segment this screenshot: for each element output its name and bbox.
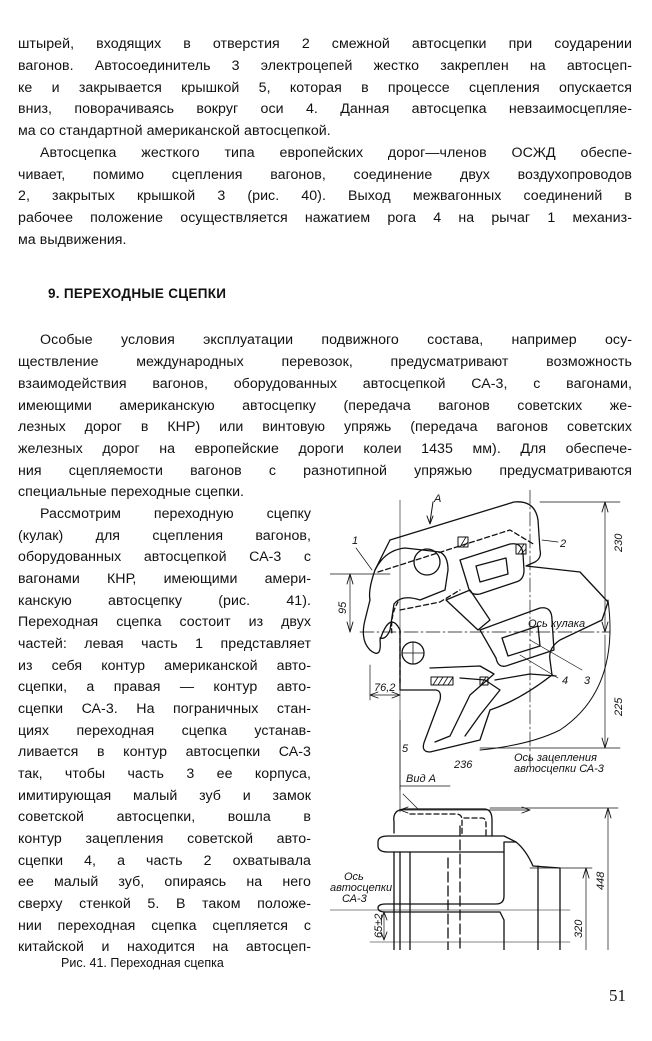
text-line: частей: левая часть 1 представляет [18,636,311,652]
axis-coupling-label-2: автосцепки СА-3 [514,763,604,775]
text-line: канскую автосцепку (рис. 41). [18,593,311,609]
axis-ca3-label-2: автосцепки [330,882,393,894]
part-2-label: 2 [560,538,567,550]
axis-ca3-label-3: СА-3 [342,893,367,905]
axis-ca3-label-1: Ось [344,871,364,883]
dim-448: 448 [595,871,607,890]
figure-41-drawing [330,490,630,950]
text-line: оборудованных автосцепкой СА-3 с [18,549,311,565]
text-line: китайской и находится на автосцеп- [18,939,311,955]
text-line: рабочее положение осуществляется нажатием рога 4 на рычаг 1 механиз- [18,210,632,226]
text-line: контур зацепления советской авто- [18,831,311,847]
text-line: сцепки СА-3. На пограничных стан- [18,701,311,717]
dim-320: 320 [573,919,585,938]
view-arrow-label: A [434,493,442,505]
view-a-label: Вид А [406,773,436,785]
page-number: 51 [609,986,626,1005]
text-line: железных дорог на европейские дороги колеи 1435 мм). Для обеспече- [18,441,632,457]
text-line: циях переходная сцепка устанав- [18,723,311,739]
part-5-label: 5 [402,743,409,755]
text-line: сцепки 4, а часть 2 охватывала [18,853,311,869]
text-line: ществление международных перевозок, предусматривают возможность [18,354,632,370]
text-line: имитирующая малый зуб и замок [18,788,311,804]
text-line: специальные переходные сцепки. [18,484,245,500]
dim-236: 236 [454,759,473,771]
text-line: ма выдвижения. [18,232,127,248]
coupler-drawing [330,490,630,950]
text-line: советской автосцепки, вошла в [18,809,311,825]
text-line: вагонами КНР, имеющими амери- [18,571,311,587]
dim-225: 225 [613,697,625,716]
axis-knuckle-label: Ось кулака [528,618,586,630]
text-line: ливается в контур автосцепки СА-3 [18,744,311,760]
figure-caption: Рис. 41. Переходная сцепка [61,956,224,970]
text-line: ке и закрывается крышкой 5, которая в процессе сцепления опускается [18,80,632,96]
text-line: Рассмотрим переходную сцепку [40,506,311,522]
axis-coupling-label-1: Ось зацепления [514,752,597,764]
text-line: штырей, входящих в отверстия 2 смежной автосцепки при соударении [18,36,632,52]
text-line: чивает, помимо сцепления вагонов, соединение двух воздухопроводов [18,167,632,183]
text-line: Особые условия эксплуатации подвижного состава, например осу- [40,332,632,348]
part-4-label: 4 [562,675,569,687]
dim-230: 230 [613,533,625,552]
text-line: ее малый зуб, опираясь на него [18,874,311,890]
dim-95: 95 [337,601,349,614]
part-1-label: 1 [352,535,359,547]
text-line: имеющими американскую автосцепку (передача вагонов советских же- [18,398,632,414]
text-line: вагонов. Автосоединитель 3 электроцепей жестко закреплен на автосцеп- [18,58,632,74]
text-line: лезных дорог в КНР) или винтовую упряжь (передача вагонов советских [18,419,632,435]
section-heading: 9. ПЕРЕХОДНЫЕ СЦЕПКИ [48,286,227,301]
text-line: Переходная сцепка состоит из двух [18,614,311,630]
text-line: взаимодействия вагонов, оборудованных автосцепкой СА-3, с вагонами, [18,376,632,392]
text-line: сверху стенкой 5. В таком положе- [18,896,311,912]
dim-65: 65±2 [373,913,385,938]
text-line: Автосцепка жесткого типа европейских дорог—членов ОСЖД обеспе- [40,145,632,161]
text-line: нии переходная сцепка сцепляется с [18,918,311,934]
text-line: 2, закрытых крышкой 3 (рис. 40). Выход межвагонных соединений в [18,188,632,204]
text-line: (кулак) для сцепления вагонов, [18,528,311,544]
dim-76-2: 76,2 [374,682,396,694]
part-3-label: 3 [584,675,591,687]
text-line: так, чтобы часть 3 ее корпуса, [18,766,311,782]
text-line: ния сцепляемости вагонов с разнотипной упряжью предусматриваются [18,463,632,479]
text-line: из себя контур американской авто- [18,658,311,674]
text-line: вниз, поворачиваясь вокруг оси 4. Данная автосцепка невзаимосцепляе- [18,101,632,117]
text-line: ма со стандартной американской автосцепкой. [18,123,331,139]
text-line: сцепки, а правая — контур авто- [18,679,311,695]
